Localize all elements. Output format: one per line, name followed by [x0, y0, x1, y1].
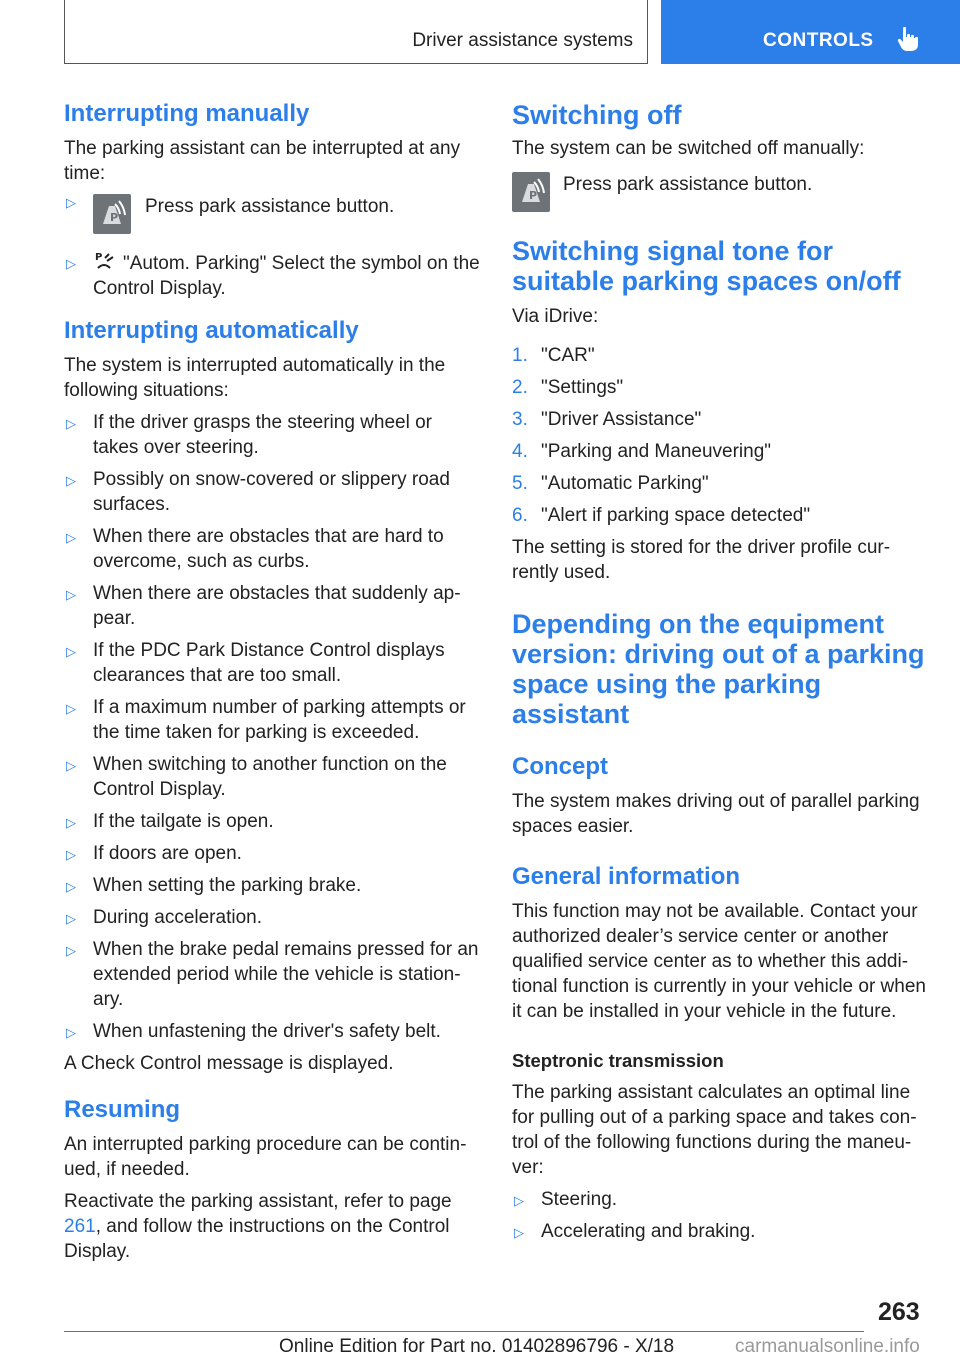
svg-text:P: P: [529, 189, 538, 202]
list-item: ▷ During acceleration.: [64, 905, 480, 930]
auto-list: [64, 410, 480, 1044]
heading-interrupting-manually: Interrupting manually: [64, 100, 310, 127]
list-item: ▷ When unfastening the driver's safety belt.: [64, 1019, 480, 1044]
manual-item-text: Press park assistance button.: [145, 196, 395, 217]
park-assist-button-icon: [512, 172, 550, 212]
via-idrive-text: Via iDrive:: [512, 306, 599, 327]
triangle-bullet-icon: ▷: [514, 1225, 524, 1240]
list-item: ▷ When the brake pedal remains pressed for an extended period while the vehicle is station‐ary.: [66, 939, 479, 1010]
steptronic-text: The parking assistant calculates an optimal line for pulling out of a parking space and takes con‐trol of the following functions during the maneu‐ver:: [512, 1082, 917, 1178]
list-item: ▷ Possibly on snow-covered or slippery road surfaces.: [66, 469, 450, 515]
edition-text: Online Edition for Part no. 01402896796 - X/18: [279, 1336, 675, 1357]
svg-text:P: P: [95, 252, 103, 263]
pointing-hand-icon: [897, 26, 919, 52]
list-item: 2. "Settings": [512, 377, 624, 398]
manual-item-text: "Autom. Parking" Select the symbol on the Control Display.: [93, 253, 480, 299]
triangle-bullet-icon: ▷: [66, 256, 76, 271]
list-item: ▷ If the tailgate is open.: [64, 809, 480, 834]
check-control-text: A Check Control message is displayed.: [64, 1053, 394, 1074]
triangle-bullet-icon: ▷: [66, 473, 76, 488]
list-item: 3. "Driver Assistance": [512, 409, 702, 430]
heading-resuming: Resuming: [64, 1096, 181, 1123]
controls-tab[interactable]: [661, 0, 960, 64]
watermark-logo: carmanualsonline.info: [735, 1336, 920, 1357]
right-column: [512, 100, 932, 1251]
triangle-bullet-icon: ▷: [66, 815, 76, 830]
triangle-bullet-icon: ▷: [66, 879, 76, 894]
list-item: ▷ When there are obstacles that suddenly ap‐pear.: [66, 583, 461, 629]
list-item: ▷ Accelerating and braking.: [512, 1219, 932, 1244]
park-assist-button-icon: [93, 194, 131, 234]
heading-depending: Depending on the equipment version: driving out of a parking space using the parking assistant: [512, 609, 925, 729]
heading-concept: Concept: [512, 753, 608, 780]
list-item: ▷ When switching to another function on the Control Display.: [66, 754, 447, 800]
idrive-steps: [512, 343, 932, 528]
heading-steptronic: Steptronic transmission: [512, 1050, 724, 1071]
page-link[interactable]: 261: [64, 1216, 96, 1237]
triangle-bullet-icon: ▷: [66, 847, 76, 862]
heading-interrupting-automatically: Interrupting automatically: [64, 317, 359, 344]
triangle-bullet-icon: ▷: [66, 416, 76, 431]
list-item: [64, 194, 480, 236]
list-item: ▷ When setting the parking brake.: [64, 873, 480, 898]
heading-general-information: General information: [512, 863, 741, 890]
list-item: ▷ If doors are open.: [64, 841, 480, 866]
triangle-bullet-icon: ▷: [66, 911, 76, 926]
left-column: [64, 100, 480, 1264]
svg-text:P: P: [110, 211, 119, 224]
list-item: ▷ When there are obstacles that are hard to overcome, such as curbs.: [66, 526, 444, 572]
parking-symbol-icon[interactable]: [93, 250, 115, 272]
triangle-bullet-icon: ▷: [66, 530, 76, 545]
list-item: 6. "Alert if parking space detected": [512, 505, 811, 526]
list-item: 1. "CAR": [512, 345, 595, 366]
list-item: 4. "Parking and Maneuvering": [512, 441, 772, 462]
switch-off-item-text: Press park assistance button.: [563, 174, 813, 195]
list-item: ▷ If the driver grasps the steering wheel or takes over steering.: [66, 412, 433, 458]
footer-divider: [64, 1331, 864, 1332]
section-title: Driver assistance systems: [412, 30, 633, 51]
concept-text: The system makes driving out of parallel parking spaces easier.: [512, 791, 920, 837]
list-item: [64, 250, 480, 301]
triangle-bullet-icon: ▷: [66, 758, 76, 773]
resuming-text: An interrupted parking procedure can be contin‐ued, if needed.: [64, 1134, 467, 1180]
triangle-bullet-icon: ▷: [514, 1193, 524, 1208]
interrupt-auto-text: The system is interrupted automatically in the following situations:: [64, 355, 446, 401]
list-item: ▷ Steering.: [512, 1187, 932, 1212]
triangle-bullet-icon: ▷: [66, 943, 76, 958]
list-item: 5. "Automatic Parking": [512, 473, 709, 494]
switch-off-text: The system can be switched off manually:: [512, 138, 865, 159]
triangle-bullet-icon: ▷: [66, 195, 76, 210]
general-text: This function may not be available. Contact your authorized dealer’s service center or another qualified service center as to whether this addi‐tional function is currently in your vehicle or when it can be installed in your vehicle in the future.: [512, 901, 926, 1022]
heading-signal-tone: Switching signal tone for suitable parking spaces on/off: [512, 236, 901, 296]
interrupt-manual-text: The parking assistant can be interrupted at any time:: [64, 138, 461, 184]
header-box: [64, 0, 648, 64]
list-item: ▷ If a maximum number of parking attempts or the time taken for parking is exceeded.: [66, 697, 466, 743]
switch-off-row: [512, 172, 932, 214]
list-item: ▷ If the PDC Park Distance Control displays clearances that are too small.: [66, 640, 445, 686]
reactivate-text: Reactivate the parking assistant, refer to page 261, and follow the instructions on the Control Display.: [64, 1191, 452, 1262]
manual-list: [64, 194, 480, 301]
triangle-bullet-icon: ▷: [66, 701, 76, 716]
heading-switching-off: Switching off: [512, 100, 682, 130]
triangle-bullet-icon: ▷: [66, 644, 76, 659]
page-number: 263: [878, 1298, 920, 1326]
stored-text: The setting is stored for the driver profile cur‐rently used.: [512, 537, 891, 583]
controls-tab-label: CONTROLS: [763, 30, 874, 51]
steptronic-list: [512, 1187, 932, 1244]
triangle-bullet-icon: ▷: [66, 1025, 76, 1040]
triangle-bullet-icon: ▷: [66, 587, 76, 602]
